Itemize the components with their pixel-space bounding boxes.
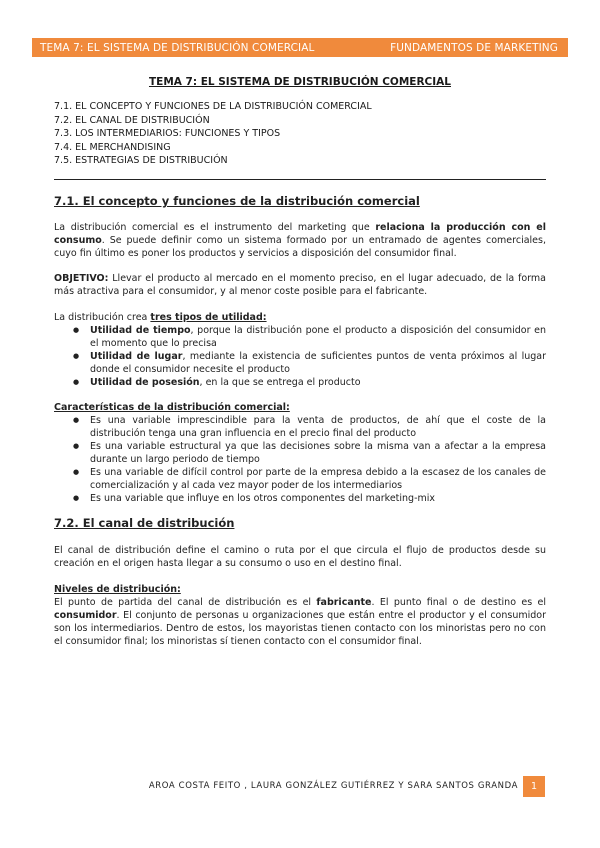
text: La distribución crea (54, 312, 151, 323)
list-item (90, 350, 546, 376)
caracteristicas-list (54, 414, 546, 505)
list-item (90, 376, 546, 389)
text: , en la que se entrega el producto (199, 377, 361, 388)
page-number: 1 (523, 776, 545, 797)
term: Utilidad de lugar (90, 351, 183, 362)
text: . El punto final o de destino es el (371, 597, 546, 608)
list-item: ● Es una variable imprescindible para la venta de productos, de ahí que el coste de la distribución tenga una gran influencia en el precio final del producto (90, 414, 546, 440)
list-item: ● Es una variable que influye en los otros componentes del marketing-mix (90, 492, 546, 505)
text: La distribución comercial es el instrumento del marketing que (54, 222, 376, 233)
text: Llevar el producto al mercado en el momento preciso, en el lugar adecuado, de la forma más atractiva para el consumidor, y al menor coste posible para el fabricante. (54, 273, 546, 297)
toc-item: 7.3. LOS INTERMEDIARIOS: FUNCIONES Y TIPOS (54, 128, 281, 139)
caracteristicas-heading: Características de la distribución comercial: (54, 402, 290, 413)
toc-item: 7.2. EL CANAL DE DISTRIBUCIÓN (54, 114, 210, 126)
header-subject: FUNDAMENTOS DE MARKETING (390, 41, 558, 54)
toc-item: 7.5. ESTRATEGIAS DE DISTRIBUCIÓN (54, 155, 228, 166)
toc-item: 7.1. EL CONCEPTO Y FUNCIONES DE LA DISTRIBUCIÓN COMERCIAL (54, 101, 372, 112)
utilidad-heading: tres tipos de utilidad: (150, 312, 267, 323)
utilidad-list (54, 324, 546, 389)
section-heading-7-2: 7.2. El canal de distribución (54, 516, 235, 530)
toc-item: 7.4. EL MERCHANDISING (54, 141, 171, 153)
divider (54, 179, 546, 180)
term: Utilidad de tiempo (90, 325, 191, 336)
header-topic: TEMA 7: EL SISTEMA DE DISTRIBUCIÓN COMERCIAL (40, 41, 315, 54)
paragraph-niveles (54, 596, 546, 648)
paragraph-intro (54, 221, 546, 260)
paragraph-canal: El canal de distribución define el camino o ruta por el que circula el flujo de productos desde su creación en el origen hasta llegar a su consumo o uso en el destino final. (54, 545, 546, 569)
niveles-heading: Niveles de distribución: (54, 584, 181, 595)
term: Utilidad de posesión (90, 377, 200, 388)
emphasis: fabricante (316, 597, 372, 608)
text: El punto de partida del canal de distribución es el (54, 597, 317, 608)
table-of-contents (54, 100, 372, 168)
list-item (90, 324, 546, 350)
paragraph-objetivo (54, 272, 546, 298)
section-heading-7-1: 7.1. El concepto y funciones de la distribución comercial (54, 194, 420, 208)
page-header (32, 38, 568, 57)
list-item: ● Es una variable de difícil control por parte de la empresa debido a la escasez de los canales de comercialización y al cada vez mayor poder de los intermediarios (90, 466, 546, 492)
text: . El conjunto de personas u organizaciones que están entre el productor y el consumidor son los intermediarios. Dentro de estos, los mayoristas tienen contacto con los minoristas pero no con el consumidor final; los minoristas sí tienen contacto con el consumidor final. (54, 610, 546, 647)
emphasis: relaciona la producción con el consumo (54, 222, 546, 246)
utilidad-intro (54, 311, 546, 324)
text: , porque la distribución pone el producto a disposición del consumidor en el momento que lo precisa (90, 325, 546, 349)
document-title: TEMA 7: EL SISTEMA DE DISTRIBUCIÓN COMERCIAL (148, 76, 451, 88)
objetivo-label: OBJETIVO: (54, 273, 109, 284)
emphasis: consumidor (54, 610, 117, 621)
footer-authors: AROA COSTA FEITO , LAURA GONZÁLEZ GUTIÉRREZ Y SARA SANTOS GRANDA (148, 781, 518, 791)
list-item: ● Es una variable estructural ya que las decisiones sobre la misma van a afectar a la empresa durante un largo periodo de tiempo (90, 440, 546, 466)
text: . Se puede definir como un sistema formado por un entramado de agentes comerciales, cuyo fin último es poner los productos y servicios a disposición del consumidor final. (54, 235, 546, 259)
text: , mediante la existencia de suficientes puntos de venta próximos al lugar donde el consumidor necesite el producto (90, 351, 547, 375)
